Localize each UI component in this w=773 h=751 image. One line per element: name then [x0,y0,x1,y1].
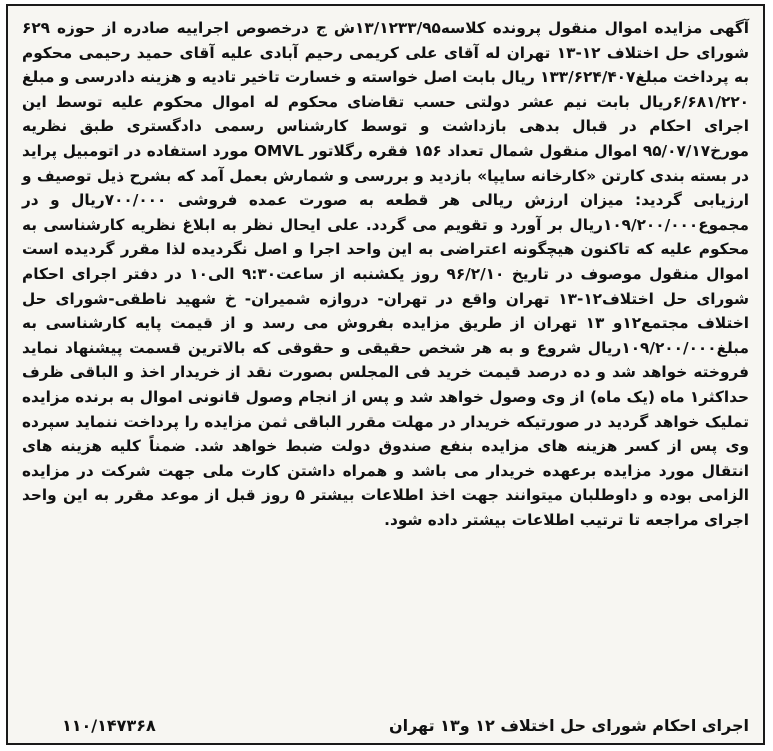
notice-body-text: آگهی مزایده اموال منقول پرونده کلاسه۱۳/۱۲۳۳/۹۵ش ج درخصوص اجراییه صادره از حوزه ۶۲۹ شورای حل اختلاف ۱۲-۱۳ تهران له آقای علی کریمی رحیم آبادی علیه آقای حمید رحیمی محکوم به پرداخت مبلغ۱۳۳/۶۲۴/۴۰۷ ریال بابت اصل خواسته و خسارت تاخیر تادیه و هزینه دادرسی و مبلغ ۶/۶۸۱/۲۲۰ریال بابت نیم عشر دولتی حسب تقاضای محکوم له اموال محکوم علیه توسط این اجرای احکام در قبال بدهی بازداشت و توسط کارشناس رسمی دادگستری طبق نظریه مورخ۹۵/۰۷/۱۷ اموال منقول شمال تعداد ۱۵۶ فقره رگلاتور OMVL مورد استفاده در اتومبیل پراید در بسته بندی کارتن «کارخانه سایپا» بازدید و بررسی و شمارش بعمل آمد که بشرح ذیل توصیف و ارزیابی گردید: میزان ارزش ریالی هر قطعه به صورت عمده فروشی ۷۰۰/۰۰۰ریال و در مجموع۱۰۹/۲۰۰/۰۰۰ریال بر آورد و تقویم می گردد. علی ایحال نظر به ابلاغ نظریه کارشناسی به محکوم علیه که تاکنون هیچگونه اعتراضی به این واحد اجرا و اصل نگردیده لذا مقرر گردیده است اموال منقول موصوف در تاریخ ۹۶/۲/۱۰ روز یکشنبه از ساعت۹:۳۰ الی۱۰ در دفتر اجرای احکام شورای حل اختلاف۱۲-۱۳ تهران واقع در تهران- دروازه شمیران- خ شهید ناطقی-شورای حل اختلاف مجتمع۱۲و ۱۳ تهران از طریق مزایده بفروش می رسد و از قیمت پایه کارشناسی به مبلغ۱۰۹/۲۰۰/۰۰۰ریال شروع و به هر شخص حقیقی و حقوقی که بالاترین قسمت پیشنهاد نماید فروخته خواهد شد و ده درصد قیمت خرید فی المجلس بصورت نقد از خریدار اخذ و الباقی ظرف حداکثر۱ ماه (یک ماه) از وی وصول خواهد شد و پس از انجام وصول قانونی اموال به برنده مزایده تملیک خواهد گردید در صورتیکه خریدار در مهلت مقرر الباقی ثمن مزایده را پرداخت ننماید سپرده وی پس از کسر هزینه های مزایده بنفع صندوق دولت ضبط خواهد شد. ضمناً کلیه هزینه های انتقال مورد مزایده برعهده خریدار می باشد و همراه داشتن کارت ملی جهت شرکت در مزایده الزامی بوده و داوطلبان میتوانند جهت اخذ اطلاعات بیشتر ۵ روز قبل از موعد مقرر به این واحد اجرای مراجعه تا ترتیب اطلاعات بیشتر داده شود. [22,19,750,529]
issuing-authority: اجرای احکام شورای حل اختلاف ۱۲ و۱۳ تهران [388,716,749,735]
notice-footer [22,711,749,737]
notice-code: ۱۱۰/۱۴۷۳۶۸ [62,716,156,735]
auction-notice [6,4,765,745]
